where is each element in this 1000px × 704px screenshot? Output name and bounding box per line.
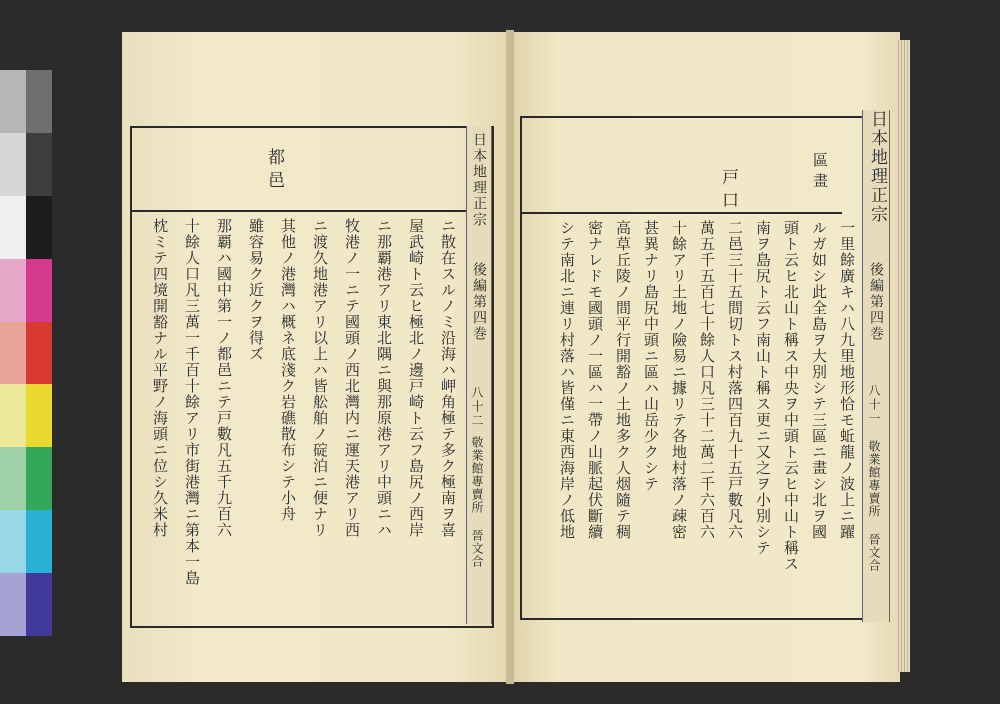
color-chart-row — [0, 196, 52, 259]
color-swatch — [0, 384, 26, 447]
right-heading-koko: 戸口 — [718, 168, 738, 214]
color-swatch — [26, 70, 52, 133]
right-heading-kukaku: 區畫 — [811, 152, 829, 194]
color-swatch — [0, 447, 26, 510]
right-text-column: 二邑三十五間切トス村落四百九十五戸數凡六 — [726, 220, 744, 540]
left-publisher: 敬業館專賣所 晉文合 — [470, 436, 484, 568]
right-heading-rule — [520, 212, 842, 214]
right-page-number: 八十一 — [867, 384, 881, 426]
color-swatch — [26, 196, 52, 259]
left-heading-rule — [130, 210, 466, 212]
color-chart-row — [0, 510, 52, 573]
color-swatch — [26, 384, 52, 447]
color-swatch — [26, 510, 52, 573]
color-swatch — [26, 133, 52, 196]
page-edges — [896, 40, 910, 672]
right-text-column: シテ南北ニ連リ村落ハ皆僅ニ東西海岸ノ低地 — [558, 220, 576, 540]
color-chart-row — [0, 133, 52, 196]
color-chart-row — [0, 70, 52, 133]
color-swatch — [0, 196, 26, 259]
color-swatch — [0, 133, 26, 196]
color-chart-row — [0, 384, 52, 447]
left-text-column: 枕ミテ四境開豁ナル平野ノ海頭ニ位シ久米村 — [151, 218, 169, 538]
color-calibration-chart — [0, 70, 52, 636]
left-text-column: ニ那覇港アリ東北隅ニ與那原港アリ中頭ニハ — [375, 218, 393, 538]
right-text-column: ルガ如シ此全島ヲ大別シテ三區ニ畫シ北ヲ國 — [810, 220, 828, 540]
book-gutter — [506, 30, 514, 684]
left-text-column: ニ渡久地港アリ以上ハ皆舩舶ノ碇泊ニ便ナリ — [311, 218, 329, 538]
left-text-column: ニ散在スルノミ沿海ハ岬角極テ多ク極南ヲ喜 — [439, 218, 457, 538]
color-swatch — [26, 322, 52, 385]
color-swatch — [0, 259, 26, 322]
left-spine-volume: 後編第四巻 — [471, 262, 487, 342]
right-text-column: 密ナレドモ國頭ノ一區ハ一帶ノ山脈起伏斷續 — [586, 220, 604, 540]
right-text-column: 甚異ナリ島尻中頭ニ區ハ山岳少クシテ — [642, 220, 660, 492]
color-swatch — [0, 510, 26, 573]
color-swatch — [26, 447, 52, 510]
left-heading: 都邑 — [264, 148, 284, 194]
color-chart-row — [0, 573, 52, 636]
right-text-column: 萬五千五百七十餘人口凡三十二萬二千六百六 — [698, 220, 716, 540]
left-text-column: 牧港ノ一ニテ國頭ノ西北灣内ニ運天港アリ西 — [343, 218, 361, 538]
left-text-column: 雖容易ク近クヲ得ズ — [247, 218, 265, 362]
right-spine-volume: 後編第四巻 — [868, 262, 884, 342]
right-spine-title: 日本地理正宗 — [867, 110, 887, 224]
left-text-column: 那覇ハ國中第一ノ都邑ニテ戸數凡五千九百六 — [215, 218, 233, 538]
right-publisher: 敬業館專賣所 晉文合 — [867, 440, 881, 572]
color-chart-row — [0, 322, 52, 385]
left-text-column: 其他ノ港灣ハ概ネ底淺ク岩礁散布シテ小舟 — [279, 218, 297, 522]
right-text-column: 十餘アリ土地ノ險易ニ據リテ各地村落ノ疎密 — [670, 220, 688, 540]
color-swatch — [26, 259, 52, 322]
left-spine-title: 日本地理正宗 — [471, 132, 487, 228]
left-text-column: 十餘人口凡三萬一千百十餘アリ市街港灣ニ第本一島 — [183, 218, 201, 586]
color-swatch — [0, 70, 26, 133]
right-text-column: 一里餘廣キハ八九里地形恰モ蚯龍ノ波上ニ躍 — [838, 220, 856, 540]
right-text-column: 高草丘陵ノ間平行開豁ノ土地多ク人烟隨テ稠 — [614, 220, 632, 540]
color-swatch — [0, 573, 26, 636]
color-chart-row — [0, 447, 52, 510]
right-text-column: 頭ト云ヒ北山ト稱ス中央ヲ中頭ト云ヒ中山ト稱ス — [782, 220, 800, 572]
color-swatch — [26, 573, 52, 636]
right-text-column: 南ヲ島尻ト云フ南山ト稱ス更ニ又之ヲ小別シテ — [754, 220, 772, 556]
color-swatch — [0, 322, 26, 385]
left-text-column: 屋武崎ト云ヒ極北ノ邊戸崎ト云フ島尻ノ西岸 — [407, 218, 425, 538]
color-chart-row — [0, 259, 52, 322]
left-page-number: 八十二 — [470, 386, 484, 428]
